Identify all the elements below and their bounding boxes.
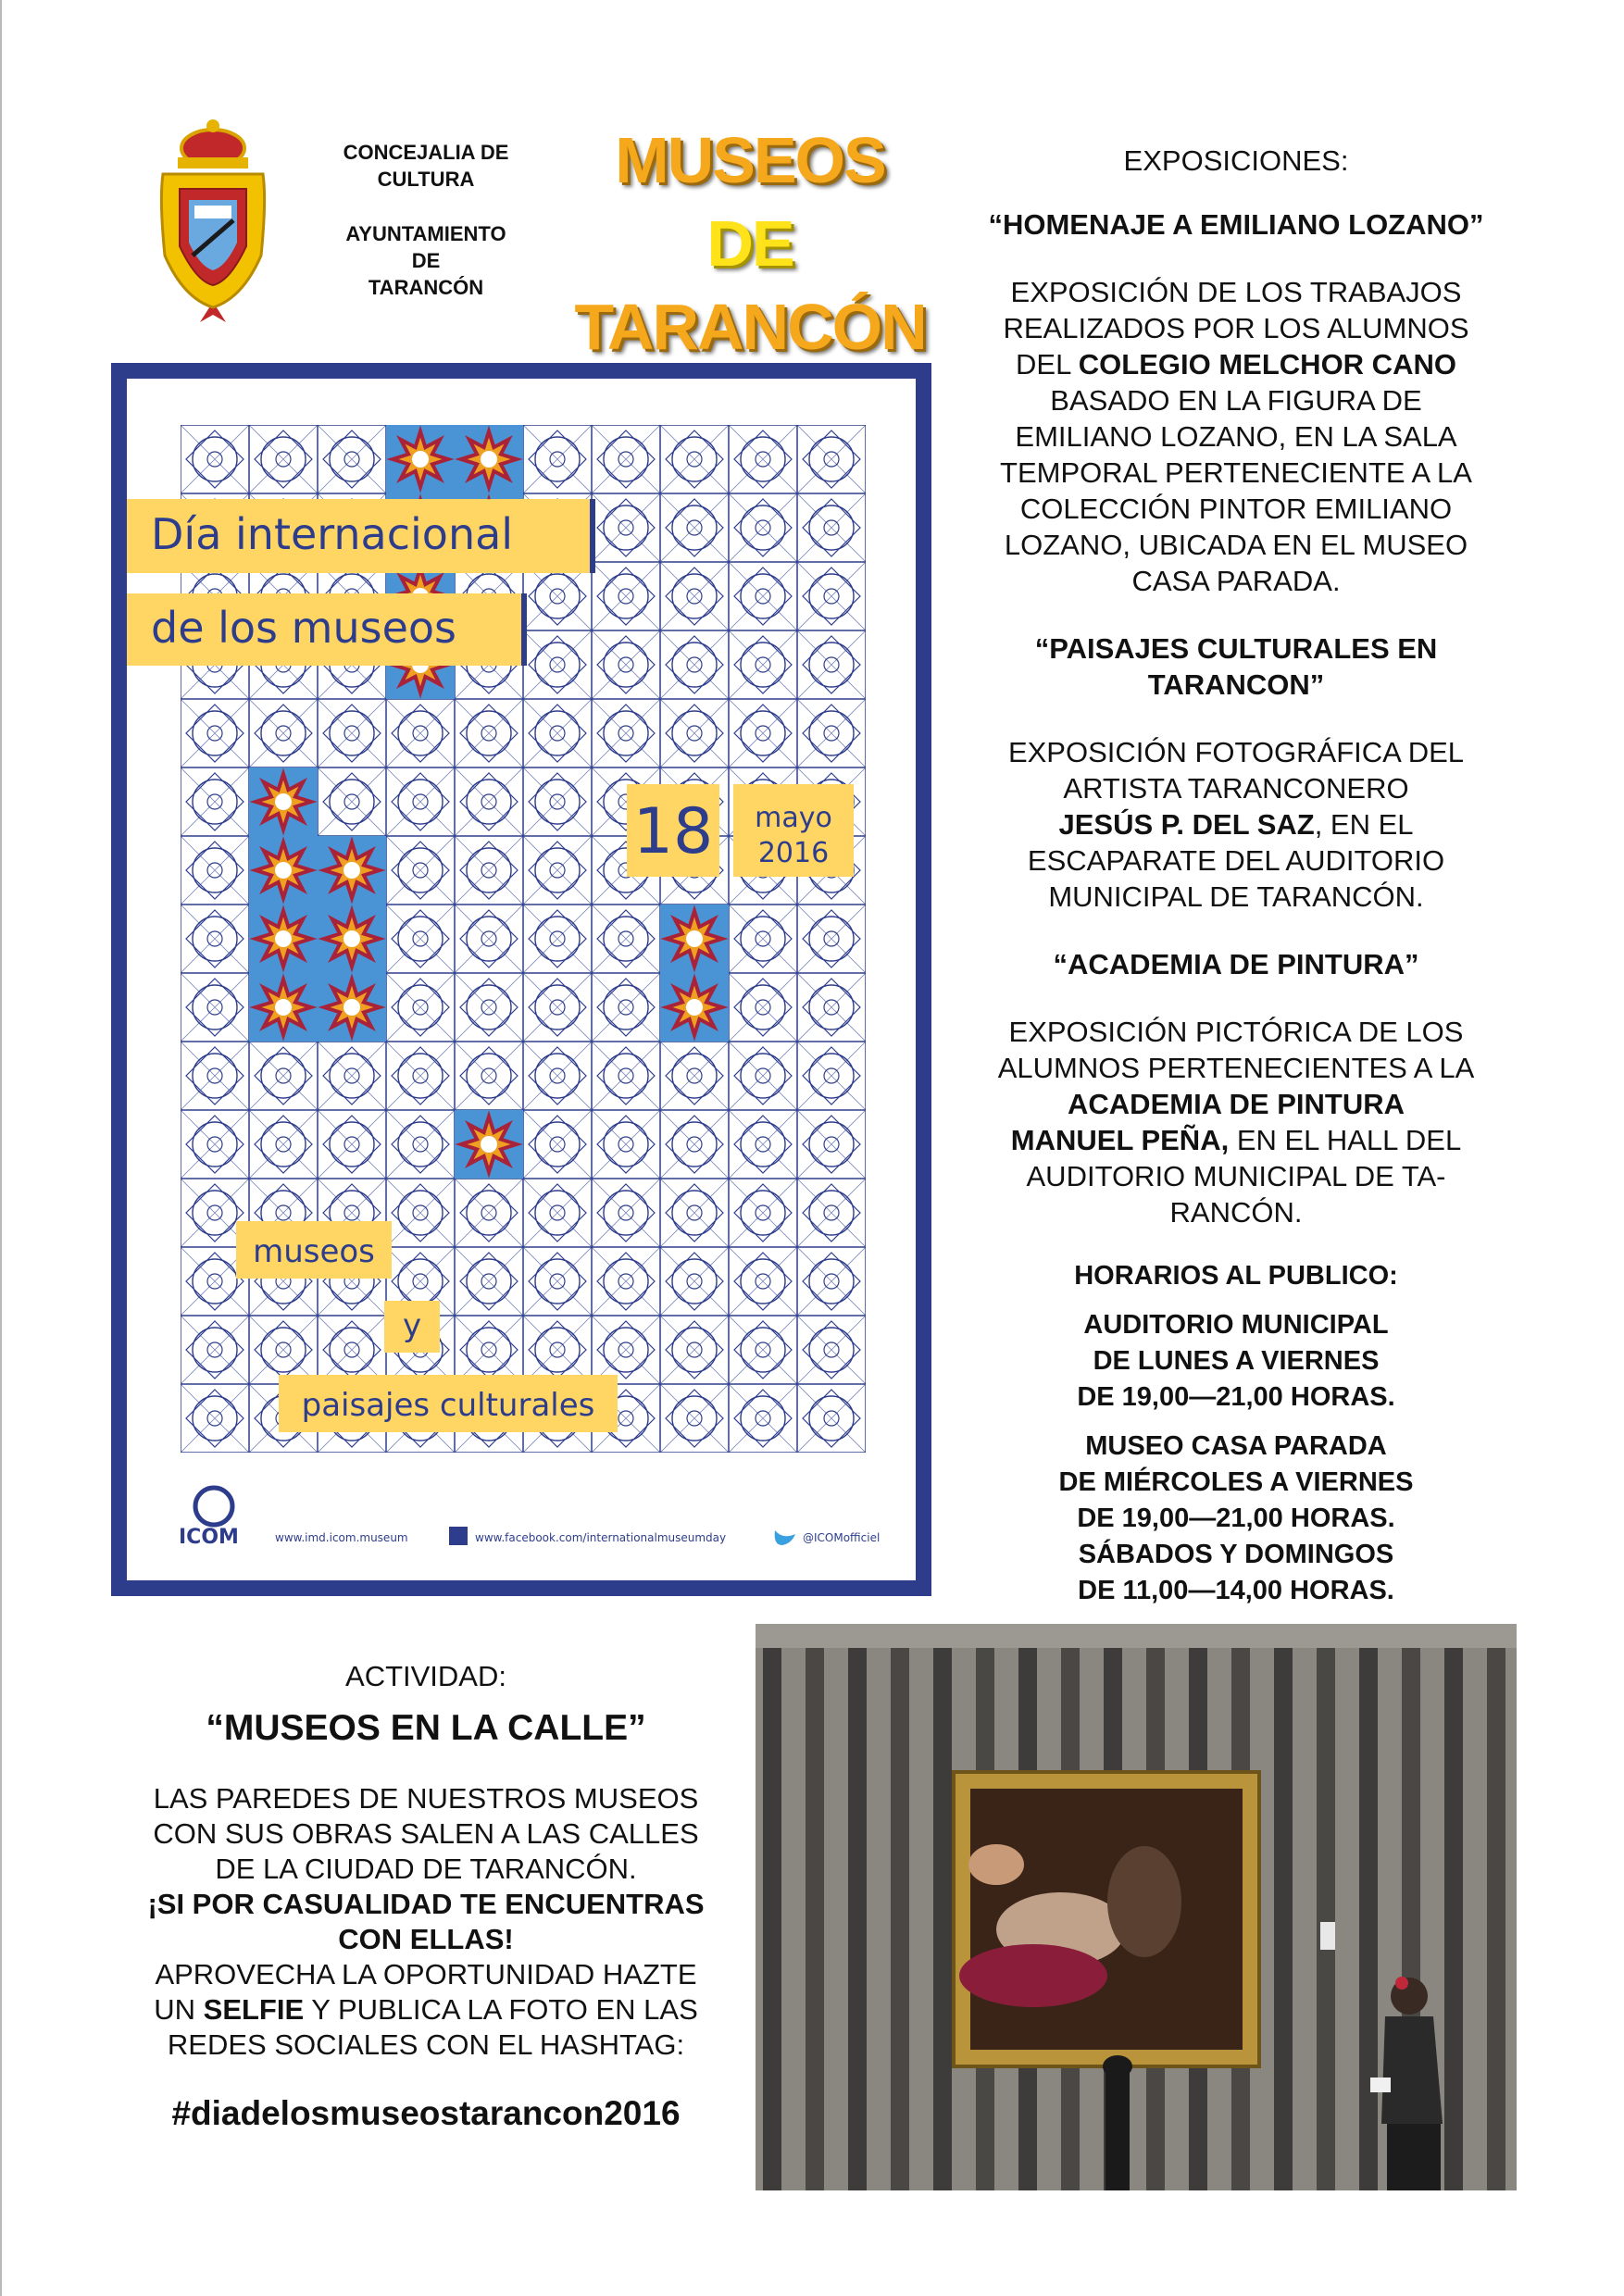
- poster-year: 2016: [757, 837, 830, 869]
- street-museum-photo: [756, 1624, 1517, 2190]
- facade-rib: [933, 1624, 952, 2190]
- exhibition-2-title-2: TARANCON”: [1147, 668, 1325, 701]
- poster-theme-1: museos: [253, 1233, 375, 1270]
- schedule-museo-4: SÁBADOS Y DOMINGOS: [1078, 1540, 1394, 1569]
- ex3-line-5: AUDITORIO MUNICIPAL DE TA-: [1026, 1160, 1446, 1192]
- ex1-line-5: EMILIANO LOZANO, EN LA SALA: [1015, 420, 1457, 453]
- schedule-museo-3: DE 19,00—21,00 HORAS.: [1077, 1504, 1395, 1533]
- ex2-line-3-bold: JESÚS P. DEL SAZ: [1058, 808, 1315, 841]
- twitter-icon: [775, 1530, 795, 1545]
- department-block: [315, 139, 537, 301]
- schedule-aud-3: DE 19,00—21,00 HORAS.: [1077, 1382, 1395, 1412]
- activity-bold-1: [102, 1887, 750, 1922]
- ex1-line-1: EXPOSICIÓN DE LOS TRABAJOS: [1010, 276, 1462, 308]
- star-center: [686, 999, 703, 1016]
- ex2-line-1: EXPOSICIÓN FOTOGRÁFICA DEL: [1007, 736, 1465, 768]
- activity-line-6: APROVECHA LA OPORTUNIDAD HAZTE: [155, 1958, 697, 1990]
- star-center: [275, 930, 292, 947]
- ex1-line-4: BASADO EN LA FIGURA DE: [1050, 384, 1422, 417]
- poster-facebook: www.facebook.com/internationalmuseumday: [475, 1531, 727, 1544]
- activity-bold-2-text: CON ELLAS!: [338, 1923, 514, 1955]
- star-center: [344, 930, 360, 947]
- facade-rib: [1444, 1624, 1463, 2190]
- ex3-line-2: ALUMNOS PERTENECIENTES A LA: [997, 1052, 1475, 1084]
- activity-line-2: CON SUS OBRAS SALEN A LAS CALLES: [153, 1817, 699, 1850]
- bollard: [1106, 2068, 1130, 2190]
- activity-line-3: DE LA CIUDAD DE TARANCÓN.: [215, 1853, 637, 1885]
- poster-month: mayo: [755, 802, 832, 834]
- ex1-line-6: TEMPORAL PERTENECIENTE A LA: [1000, 456, 1472, 489]
- schedule-aud-2: DE LUNES A VIERNES: [1093, 1346, 1380, 1376]
- exhibition-3-title: “ACADEMIA DE PINTURA”: [1053, 948, 1419, 980]
- activity-title: “MUSEOS EN LA CALLE”: [206, 1708, 646, 1748]
- star-center: [344, 999, 360, 1016]
- facade-rib: [1487, 1624, 1505, 2190]
- ex2-line-5: MUNICIPAL DE TARANCÓN.: [1048, 880, 1424, 913]
- wordmark-line-3: TARANCÓN: [574, 291, 926, 363]
- ex1-line-2: REALIZADOS POR LOS ALUMNOS: [1003, 312, 1469, 344]
- activity-line-8: REDES SOCIALES CON EL HASHTAG:: [167, 2028, 685, 2061]
- facade-rib: [763, 1624, 781, 2190]
- city-line-2: DE: [411, 249, 441, 272]
- wordmark-line-1: MUSEOS: [615, 124, 885, 196]
- exhibitions-heading: EXPOSICIONES:: [1123, 144, 1349, 177]
- exhibition-2-title-1: “PAISAJES CULTURALES EN: [1034, 632, 1438, 665]
- star-center: [275, 862, 292, 879]
- activity-bold-1-text: ¡SI POR CASUALIDAD TE ENCUENTRAS: [147, 1888, 705, 1920]
- wordmark-line-2: DE: [706, 207, 793, 280]
- poster-twitter: @ICOMofficiel: [803, 1531, 881, 1544]
- hashtag: #diadelosmuseostarancon2016: [171, 2094, 681, 2132]
- facade-rib: [848, 1624, 867, 2190]
- star-center: [481, 1136, 497, 1153]
- activity-line-7-prefix: UN: [154, 1993, 204, 2026]
- schedule-museo-1: MUSEO CASA PARADA: [1085, 1431, 1387, 1461]
- ex1-line-7: COLECCIÓN PINTOR EMILIANO: [1019, 493, 1453, 525]
- ex1-line-9: CASA PARADA.: [1131, 565, 1341, 597]
- activity-bold-2: [102, 1922, 750, 1957]
- star-center: [275, 793, 292, 810]
- schedule-museo-2: DE MIÉRCOLES A VIERNES: [1058, 1467, 1414, 1497]
- activity-line-7-bold: SELFIE: [203, 1993, 305, 2026]
- star-center: [481, 451, 497, 468]
- facebook-icon: [449, 1527, 468, 1545]
- exhibition-1-title: “HOMENAJE A EMILIANO LOZANO”: [988, 208, 1484, 241]
- activity-line-7-suffix: Y PUBLICA LA FOTO EN LAS: [304, 1993, 698, 2026]
- poster-canvas: [127, 379, 916, 1580]
- poster-theme-2: y: [402, 1307, 422, 1344]
- star-center: [686, 930, 703, 947]
- coat-of-arms-icon: [156, 117, 270, 322]
- ex2-line-4: ESCAPARATE DEL AUDITORIO: [1027, 844, 1445, 877]
- ex3-line-3: ACADEMIA DE PINTURA: [1068, 1088, 1405, 1120]
- page-edge: [0, 0, 2, 2296]
- schedule-aud-1: AUDITORIO MUNICIPAL: [1083, 1310, 1389, 1340]
- star-center: [344, 862, 360, 879]
- facade-rib: [1274, 1624, 1293, 2190]
- star-center: [412, 451, 429, 468]
- ex3-line-4: [958, 1122, 1514, 1158]
- poster-artwork: [127, 379, 916, 1580]
- schedule-heading: HORARIOS AL PUBLICO:: [1074, 1261, 1398, 1291]
- ex1-line-3-prefix: DEL: [1016, 348, 1079, 381]
- poster-title-1: Día internacional: [151, 509, 514, 559]
- ex3-line-6: RANCÓN.: [1169, 1196, 1303, 1229]
- activity-line-7: [102, 1992, 750, 2028]
- facade-rib: [1359, 1624, 1378, 2190]
- schedule-museo-5: DE 11,00—14,00 HORAS.: [1078, 1576, 1394, 1605]
- poster-url: www.imd.icom.museum: [275, 1531, 408, 1544]
- icom-logo-icon: [195, 1488, 232, 1525]
- facade-rib: [891, 1624, 909, 2190]
- facade-rib: [806, 1624, 824, 2190]
- poster-icom: ICOM: [179, 1526, 239, 1549]
- ex2-line-3-suffix: , EN EL: [1314, 808, 1414, 841]
- facade-rib: [1317, 1624, 1335, 2190]
- dept-line-2: CULTURA: [377, 168, 475, 191]
- ex2-line-3: [958, 806, 1514, 842]
- poster-day: 18: [632, 795, 714, 868]
- poster-theme-3: paisajes culturales: [301, 1387, 595, 1424]
- ex2-line-2: ARTISTA TARANCONERO: [1063, 772, 1409, 805]
- city-line-3: TARANCÓN: [368, 276, 484, 299]
- star-center: [275, 999, 292, 1016]
- activity-heading: ACTIVIDAD:: [345, 1660, 506, 1692]
- ex3-line-4-bold: MANUEL PEÑA,: [1010, 1124, 1230, 1156]
- ex3-line-4-suffix: EN EL HALL DEL: [1229, 1124, 1462, 1156]
- poster-title-2: de los museos: [151, 603, 456, 653]
- activity-line-1: LAS PAREDES DE NUESTROS MUSEOS: [153, 1782, 699, 1815]
- activity-block: [102, 1659, 750, 2131]
- exhibitions-column: [958, 143, 1514, 1609]
- dept-line-1: CONCEJALIA DE: [343, 141, 509, 164]
- museum-day-poster: [111, 363, 931, 1596]
- city-line-1: AYUNTAMIENTO: [345, 222, 506, 245]
- ex1-line-3: [958, 346, 1514, 382]
- wordmark: [556, 119, 944, 368]
- ex1-line-3-bold: COLEGIO MELCHOR CANO: [1078, 348, 1456, 381]
- ex3-line-1: EXPOSICIÓN PICTÓRICA DE LOS: [1008, 1016, 1464, 1048]
- ex1-line-8: LOZANO, UBICADA EN EL MUSEO: [1004, 529, 1468, 561]
